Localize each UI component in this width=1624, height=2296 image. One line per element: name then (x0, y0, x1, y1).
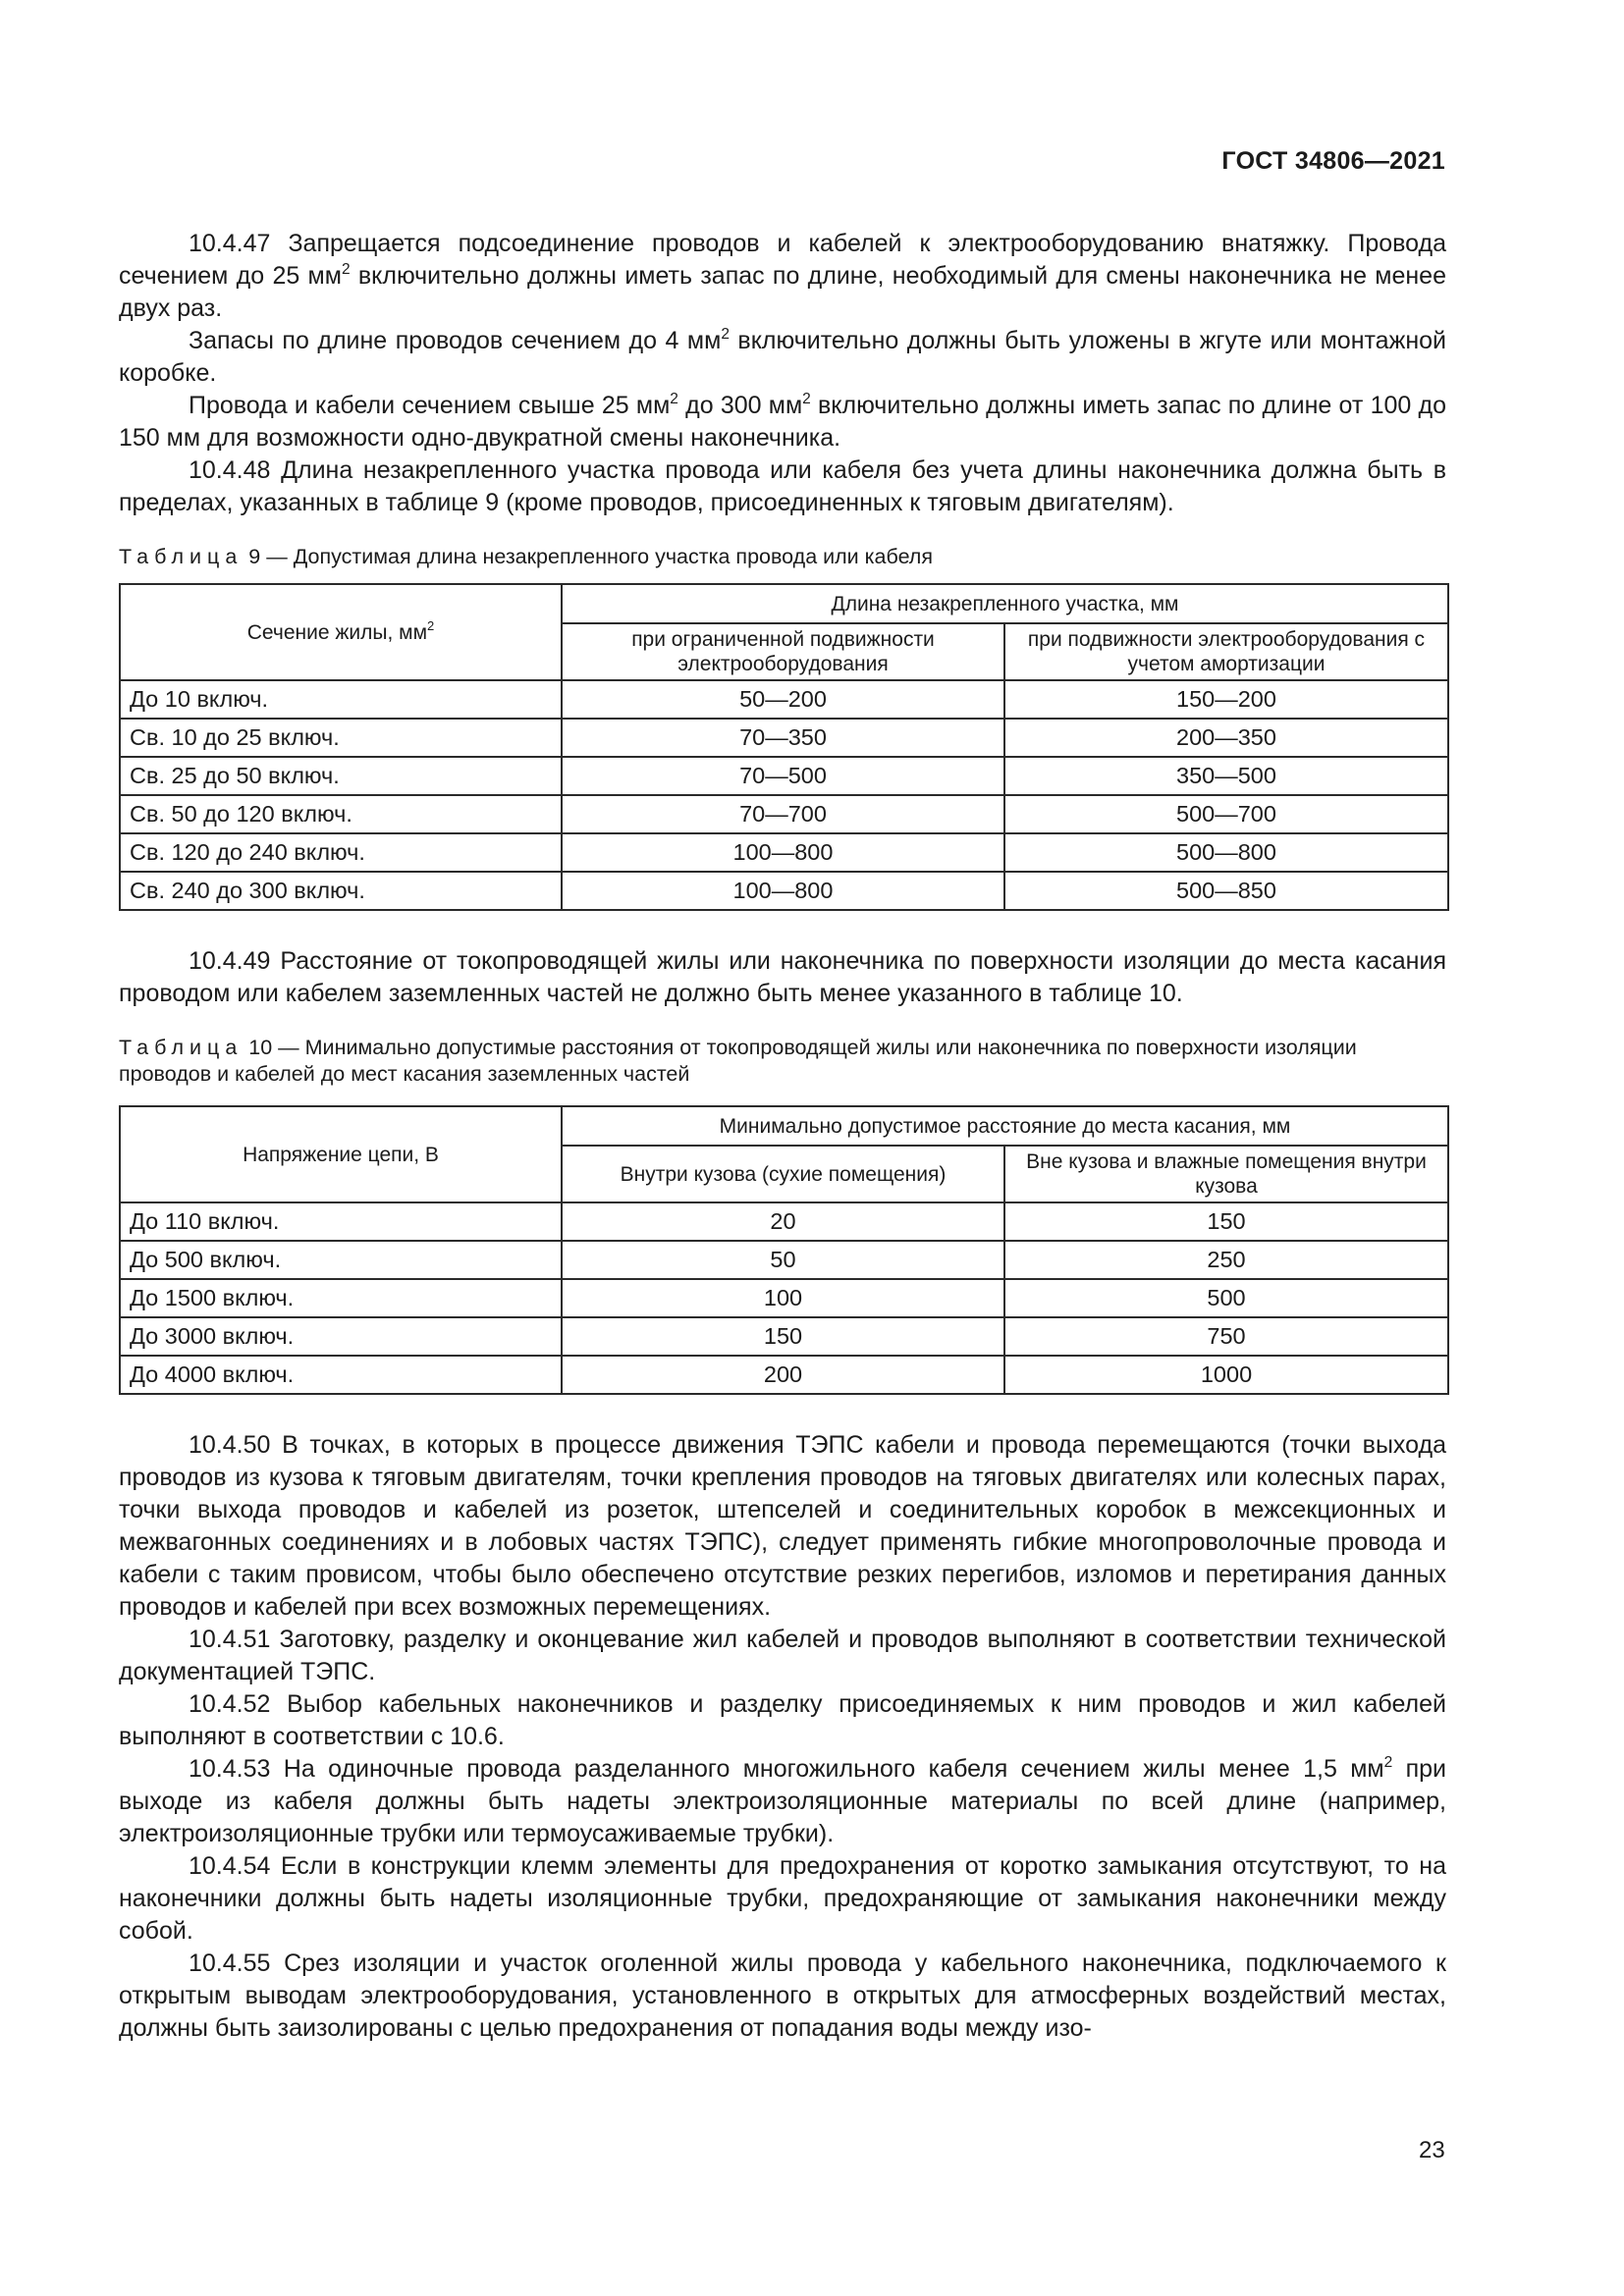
table-cell-label: До 3000 включ. (120, 1317, 562, 1356)
paragraph: 10.4.55 Срез изоляции и участок оголенной жилы провода у кабельного наконечника, подключаемого к открытым выводам электрооборудования, установленного в открытых для атмосферных воздействий местах, должны быть заизолированы с целью предохранения от попадания воды между изо- (119, 1949, 1446, 2042)
table-cell-label: До 500 включ. (120, 1241, 562, 1279)
paragraph: 10.4.52 Выбор кабельных наконечников и разделку присоединяемых к ним проводов и жил кабелей выполняют в соответствии с 10.6. (119, 1690, 1446, 1750)
table-9-subheader: при подвижности электрооборудования с учетом амортизации (1004, 623, 1448, 680)
table-cell-value: 350—500 (1004, 757, 1448, 795)
paragraph: 10.4.54 Если в конструкции клемм элементы для предохранения от коротко замыкания отсутствуют, то на наконечники должны быть надеты изоляционные трубки, предохраняющие от замыкания наконечники между собой. (119, 1852, 1446, 1945)
paragraph: 10.4.47 Запрещается подсоединение проводов и кабелей к электрооборудованию внатяжку. Провода сечением до 25 $мм^2$ включительно должны иметь запас по длине, необходимый для смены наконечника не менее двух раз. (119, 230, 1446, 322)
paragraph: 10.4.50 В точках, в которых в процессе движения ТЭПС кабели и провода перемещаются (точки выхода проводов из кузова к тяговым двигателям, точки крепления проводов на тяговых двигателях или колесных парах, точки выхода проводов и кабелей из розеток, штепселей и соединительных коробок в межсекционных и межвагонных соединениях и в лобовых частях ТЭПС), следует применять гибкие многопроволочные провода и кабели с таким провисом, чтобы было обеспечено отсутствие резких перегибов, изломов и перетирания данных проводов и кабелей при всех возможных перемещениях. (119, 1431, 1446, 1621)
table-10 (119, 1105, 1449, 1395)
table-cell-value: 200—350 (1004, 719, 1448, 757)
table-cell-label: Св. 120 до 240 включ. (120, 833, 562, 872)
table-cell-value: 250 (1004, 1241, 1448, 1279)
table-cell-value: 150 (1004, 1202, 1448, 1241)
table-cell-value: 70—700 (562, 795, 1004, 833)
table-10-subheader: Внутри кузова (сухие помещения) (562, 1146, 1004, 1202)
table-cell-value: 1000 (1004, 1356, 1448, 1394)
table-row (120, 1356, 1448, 1394)
table-row (120, 757, 1448, 795)
table-row (120, 1317, 1448, 1356)
table-cell-value: 500—850 (1004, 872, 1448, 910)
table-cell-value: 500 (1004, 1279, 1448, 1317)
table-9-subheader: при ограниченной подвижности электрооборудования (562, 623, 1004, 680)
table-10-caption: Таблица 10 — Минимально допустимые расстояния от токопроводящей жилы или наконечника по поверхности изоляции проводов и кабелей до мест касания заземленных частей (119, 1036, 1357, 1086)
table-cell-value: 500—800 (1004, 833, 1448, 872)
table-cell-label: Св. 50 до 120 включ. (120, 795, 562, 833)
table-cell-value: 500—700 (1004, 795, 1448, 833)
table-cell-value: 70—350 (562, 719, 1004, 757)
table-row (120, 795, 1448, 833)
table-10-subheader: Вне кузова и влажные помещения внутри кузова (1004, 1146, 1448, 1202)
paragraph: Запасы по длине проводов сечением до 4 $мм^2$ включительно должны быть уложены в жгуте или монтажной коробке. (119, 325, 1446, 387)
table-cell-value: 50 (562, 1241, 1004, 1279)
table-cell-value: 200 (562, 1356, 1004, 1394)
table-9-caption: Таблица 9 — Допустимая длина незакрепленного участка провода или кабеля (119, 545, 933, 568)
table-cell-value: 150—200 (1004, 680, 1448, 719)
table-cell-value: 100—800 (562, 833, 1004, 872)
text-block-1 (119, 228, 1446, 519)
table-10-group-header: Минимально допустимое расстояние до места касания, мм (562, 1106, 1448, 1146)
text-block-2 (119, 945, 1446, 1010)
table-row (120, 719, 1448, 757)
paragraph: Провода и кабели сечением свыше 25 $мм^2$ до 300 $мм^2$ включительно должны иметь запас по длине от 100 до 150 мм для возможности одно-двукратной смены наконечника. (119, 390, 1446, 452)
table-cell-label: Св. 25 до 50 включ. (120, 757, 562, 795)
table-cell-value: 750 (1004, 1317, 1448, 1356)
table-row (120, 680, 1448, 719)
paragraph: 10.4.49 Расстояние от токопроводящей жилы или наконечника по поверхности изоляции до места касания проводом или кабелем заземленных частей не должно быть менее указанного в таблице 10. (119, 947, 1446, 1007)
table-cell-value: 100 (562, 1279, 1004, 1317)
document-header: ГОСТ 34806—2021 (1221, 147, 1445, 175)
table-cell-value: 150 (562, 1317, 1004, 1356)
table-cell-label: До 4000 включ. (120, 1356, 562, 1394)
table-cell-value: 20 (562, 1202, 1004, 1241)
table-9-col1-header: Сечение жилы, $мм^2$ (120, 584, 562, 680)
table-cell-value: 100—800 (562, 872, 1004, 910)
table-cell-label: До 110 включ. (120, 1202, 562, 1241)
table-cell-label: Св. 240 до 300 включ. (120, 872, 562, 910)
table-row (120, 1202, 1448, 1241)
table-cell-label: До 10 включ. (120, 680, 562, 719)
table-9-group-header: Длина незакрепленного участка, мм (562, 584, 1448, 623)
paragraph: 10.4.48 Длина незакрепленного участка провода или кабеля без учета длины наконечника должна быть в пределах, указанных в таблице 9 (кроме проводов, присоединенных к тяговым двигателям). (119, 456, 1446, 516)
table-row (120, 833, 1448, 872)
table-cell-label: До 1500 включ. (120, 1279, 562, 1317)
table-cell-label: Св. 10 до 25 включ. (120, 719, 562, 757)
table-9 (119, 583, 1449, 911)
paragraph: 10.4.53 На одиночные провода разделанного многожильного кабеля сечением жилы менее 1,5 $мм^2$ при выходе из кабеля должны быть надеты электроизоляционные материалы по всей длине (например, электроизоляционные трубки или термоусаживаемые трубки). (119, 1753, 1446, 1847)
table-10-col1-header: Напряжение цепи, В (120, 1106, 562, 1202)
page-number: 23 (1419, 2137, 1445, 2163)
table-row (120, 1241, 1448, 1279)
table-row (120, 872, 1448, 910)
text-block-3 (119, 1429, 1446, 2045)
table-cell-value: 50—200 (562, 680, 1004, 719)
paragraph: 10.4.51 Заготовку, разделку и оконцевание жил кабелей и проводов выполняют в соответствии технической документацией ТЭПС. (119, 1626, 1446, 1685)
table-row (120, 1279, 1448, 1317)
table-cell-value: 70—500 (562, 757, 1004, 795)
